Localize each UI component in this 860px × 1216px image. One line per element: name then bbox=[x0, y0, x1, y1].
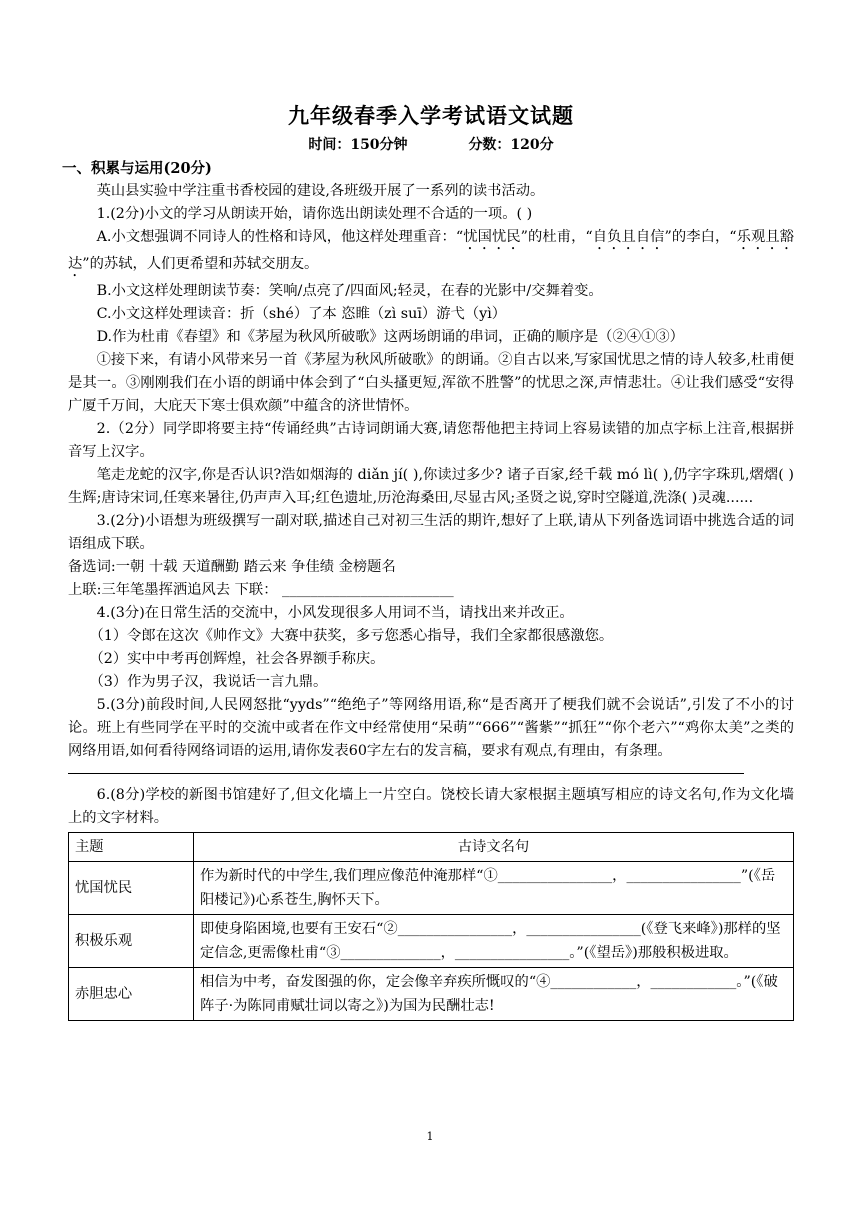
exam-score: 分数：120分 bbox=[468, 137, 554, 153]
table-row bbox=[69, 968, 794, 1021]
poem-table bbox=[68, 832, 794, 1021]
q1-passage: ①接下来，有请小风带来另一首《茅屋为秋风所破歌》的朗诵。②自古以来,写家国忧思之情的诗人较多,杜甫便是其一。③刚刚我们在小语的朗诵中体会到了“白头搔更短,浑欲不胜警”的忧思之深,声情悲壮。④让我们感受“安得广厦千万间，大庇天下寒士俱欢颜”中蕴含的济世情怀。 bbox=[68, 352, 794, 414]
table-row bbox=[69, 915, 794, 968]
q5-stem: 5.(3分)前段时间,人民网怒批“yyds”“绝绝子”等网络用语,称“是否离开了梗我们就不会说话”,引发了不小的讨论。班上有些同学在平时的交流中或者在作文中经常使用“呆萌”“666”“酱紫”“抓狂”“你个老六”“鸡你太美”之类的网络用语,如何看待网络词语的运用,请你发表60字左右的发言稿，要求有观点,有理由，有条理。 bbox=[68, 697, 794, 759]
table-row bbox=[69, 862, 794, 915]
page-number: 1 bbox=[426, 1130, 434, 1143]
theme-cell: 赤胆忠心 bbox=[69, 968, 194, 1021]
q4-item: （2）实中中考再创辉煌，社会各界额手称庆。 bbox=[89, 651, 385, 667]
q4-stem: 4.(3分)在日常生活的交流中，小风发现很多人用词不当，请找出来并改正。 bbox=[96, 605, 574, 621]
poem-cell: 即使身陷困境,也要有王安石“②________________，________________(《登飞来峰》)那样的坚定信念,更需像杜甫“③______________，________________。”(《望岳》)那般积极进取。 bbox=[194, 915, 794, 968]
page-title: 九年级春季入学考试语文试题 bbox=[288, 103, 574, 128]
exam-meta bbox=[68, 134, 794, 154]
q1-option-b: B.小文这样处理朗读节奏：笑响/点亮了/四面风;轻灵，在春的光影中/交舞着变。 bbox=[96, 283, 603, 299]
q1-option-d: D.作为杜甫《春望》和《茅屋为秋风所破歌》这两场朗诵的串词，正确的顺序是（②④①③） bbox=[96, 329, 684, 345]
q2-stem: 2.（2分）同学即将要主持“传诵经典”古诗词朗诵大赛,请您帮他把主持词上容易读错的加点字标上注音,根据拼音写上汉字。 bbox=[68, 421, 794, 460]
q3-couplet: 上联:三年笔墨挥洒追风去 下联： ________________________ bbox=[68, 582, 454, 598]
q4-item: （1）令郎在这次《帅作文》大赛中获奖，多亏您悉心指导，我们全家都很感激您。 bbox=[89, 628, 614, 644]
section-intro: 英山县实验中学注重书香校园的建设,各班级开展了一系列的读书活动。 bbox=[96, 183, 545, 199]
emphasized-text: 自负且自信 bbox=[592, 229, 665, 245]
theme-cell: 忧国忧民 bbox=[69, 862, 194, 915]
q2-passage: 笔走龙蛇的汉字,你是否认识?浩如烟海的 diǎn jí( ),你读过多少? 诸子百家,经千载 mó lì( ),仍字字珠玑,熠熠( )生辉;唐诗宋词,任寒来暑往,仍声声入耳;红色遗址,历沧海桑田,尽显古风;圣贤之说,穿时空隧道,洗涤( )灵魂...... bbox=[68, 467, 794, 506]
table-header-row bbox=[69, 833, 794, 862]
q3-options: 备选词:一朝 十载 天道酬勤 踏云来 争佳绩 金榜题名 bbox=[68, 559, 396, 575]
theme-cell: 积极乐观 bbox=[69, 915, 194, 968]
q1-option-a: A.小文想强调不同诗人的性格和诗风，他这样处理重音：“忧国忧民”的杜甫，“自负且自信”的李白，“乐观且豁达”的苏轼，人们更希望和苏轼交朋友。 bbox=[68, 229, 795, 272]
column-header-theme: 主题 bbox=[69, 833, 194, 862]
column-header-poem: 古诗文名句 bbox=[194, 833, 794, 862]
exam-time: 时间：150分钟 bbox=[308, 137, 408, 153]
poem-cell: 相信为中考，奋发图强的你，定会像辛弃疾所慨叹的“④____________，____________。”(《破阵子·为陈同甫赋壮词以寄之》)为国为民酬壮志! bbox=[194, 968, 794, 1021]
q1-option-c: C.小文这样处理读音：折（shé）了本 恣睢（zì suī）游弋（yì） bbox=[96, 306, 507, 322]
answer-line bbox=[68, 763, 744, 774]
exam-page bbox=[62, 100, 795, 1021]
section-heading: 一、积累与运用(20分) bbox=[62, 160, 212, 177]
emphasized-text: 乐观且豁达 bbox=[68, 229, 795, 272]
q6-stem: 6.(8分)学校的新图书馆建好了,但文化墙上一片空白。饶校长请大家根据主题填写相应的诗文名句,作为文化墙上的文字材料。 bbox=[68, 787, 794, 826]
poem-cell: 作为新时代的中学生,我们理应像范仲淹那样“①________________，________________”(《岳阳楼记》)心系苍生,胸怀天下。 bbox=[194, 862, 794, 915]
q4-item: （3）作为男子汉，我说话一言九鼎。 bbox=[89, 674, 328, 690]
emphasized-text: 忧国忧民 bbox=[463, 229, 521, 245]
q1-stem: 1.(2分)小文的学习从朗读开始，请你选出朗读处理不合适的一项。( ) bbox=[96, 206, 533, 222]
q3-stem: 3.(2分)小语想为班级撰写一副对联,描述自己对初三生活的期许,想好了上联,请从下列备选词语中挑选合适的词语组成下联。 bbox=[68, 513, 794, 552]
